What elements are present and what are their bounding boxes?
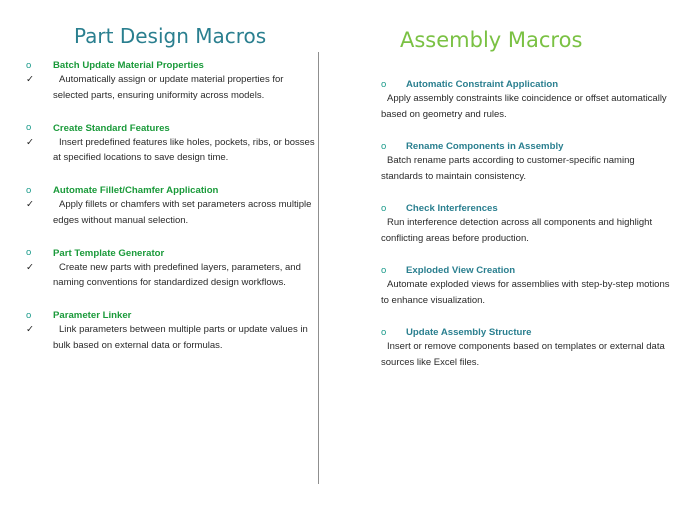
part-design-macros-heading: Part Design Macros (74, 24, 267, 48)
checkmark-icon: ✓ (26, 136, 34, 148)
list-item (26, 309, 316, 372)
list-item (381, 140, 673, 202)
list-item (26, 122, 316, 185)
macro-title: Part Template Generator (53, 247, 165, 259)
checkmark-icon: ✓ (26, 74, 34, 85)
macro-description: Automate exploded views for assemblies with step-by-step motions to enhance visualization. (381, 279, 670, 306)
part-design-macros-list (26, 59, 316, 372)
list-item (381, 78, 673, 140)
list-item (381, 264, 673, 326)
assembly-macros-list (381, 78, 673, 388)
macro-title: Automatic Constraint Application (406, 79, 559, 90)
circle-bullet-icon: o (381, 326, 387, 338)
macro-description: Automatically assign or update material properties for selected parts, ensuring uniformity across models. (53, 74, 284, 101)
assembly-macros-heading: Assembly Macros (400, 28, 583, 52)
list-item (381, 202, 673, 264)
checkmark-icon: ✓ (26, 199, 34, 210)
list-item (26, 59, 316, 122)
macro-title: Create Standard Features (53, 122, 170, 134)
macro-description: Apply assembly constraints like coincidence or offset automatically based on geometry and rules. (381, 93, 667, 120)
circle-bullet-icon: o (26, 184, 32, 196)
macro-description: Link parameters between multiple parts or update values in bulk based on external data or formulas. (53, 324, 308, 351)
checkmark-icon: ✓ (26, 324, 34, 335)
circle-bullet-icon: o (26, 122, 32, 134)
circle-bullet-icon: o (26, 59, 32, 71)
macro-title: Exploded View Creation (406, 265, 516, 276)
macro-description: Insert predefined features like holes, pockets, ribs, or bosses at specified locations to save design time. (53, 136, 315, 163)
macro-title: Check Interferences (406, 203, 498, 214)
macro-title: Batch Update Material Properties (53, 60, 204, 71)
macro-description: Batch rename parts according to customer-specific naming standards to maintain consistency. (381, 155, 635, 182)
list-item (381, 326, 673, 388)
list-item (26, 184, 316, 247)
macro-title: Parameter Linker (53, 310, 132, 321)
circle-bullet-icon: o (381, 264, 387, 276)
list-item (26, 247, 316, 310)
circle-bullet-icon: o (381, 140, 387, 152)
circle-bullet-icon: o (26, 309, 32, 321)
macro-title: Automate Fillet/Chamfer Application (53, 185, 219, 196)
macro-title: Update Assembly Structure (406, 327, 532, 338)
macro-description: Run interference detection across all components and highlight conflicting areas before production. (381, 217, 653, 244)
macro-description: Apply fillets or chamfers with set parameters across multiple edges without manual selection. (53, 199, 312, 226)
circle-bullet-icon: o (26, 247, 32, 259)
circle-bullet-icon: o (381, 78, 387, 90)
circle-bullet-icon: o (381, 202, 387, 214)
macro-description: Create new parts with predefined layers, parameters, and naming conventions for standardized design workflows. (53, 261, 301, 288)
macro-title: Rename Components in Assembly (406, 141, 564, 152)
checkmark-icon: ✓ (26, 261, 34, 273)
macro-description: Insert or remove components based on templates or external data sources like Excel files. (381, 341, 665, 368)
column-divider (318, 52, 319, 484)
